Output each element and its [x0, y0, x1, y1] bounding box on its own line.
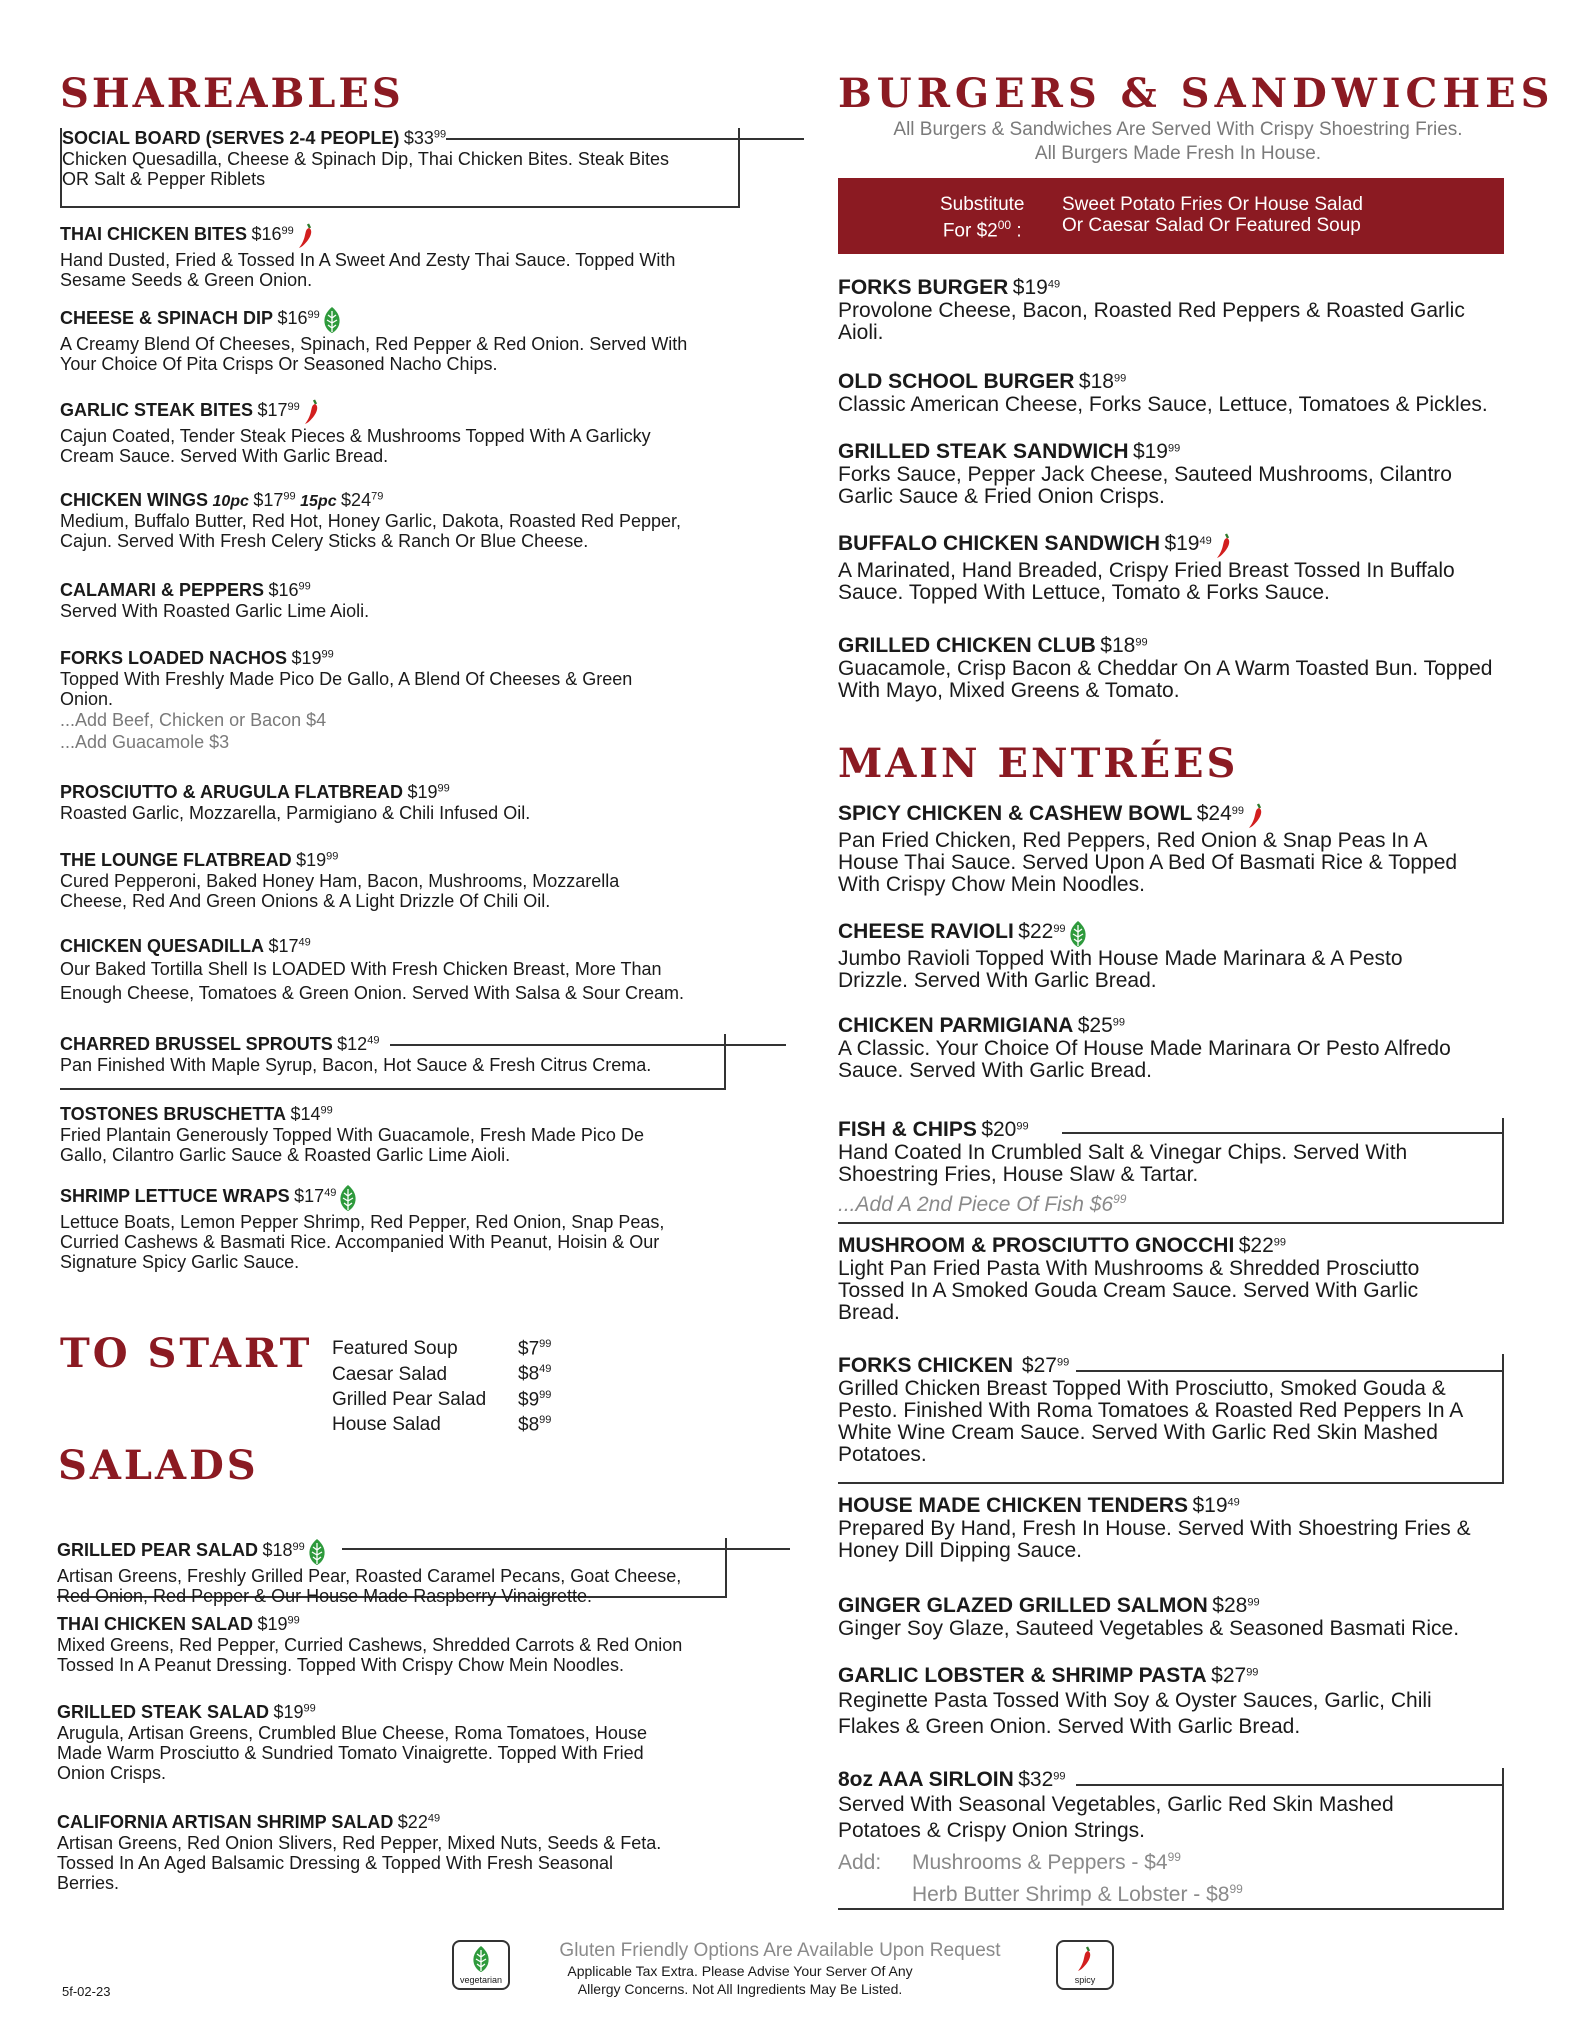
item-cents: 99 — [1246, 1666, 1259, 1679]
item-price: $19 — [296, 850, 327, 870]
item-price: $28 — [1212, 1594, 1248, 1617]
item-cents: 99 — [1273, 1236, 1287, 1249]
item-name: CHICKEN PARMIGIANA — [838, 1014, 1074, 1037]
item-name: THE LOUNGE FLATBREAD — [60, 850, 292, 870]
item-name: GRILLED CHICKEN CLUB — [838, 634, 1096, 657]
item-cents: 99 — [303, 1702, 316, 1715]
substitute-option: Sweet Potato Fries Or House Salad — [1062, 194, 1363, 215]
add-option-cents: 99 — [1167, 1850, 1181, 1864]
item-price: $17 — [294, 1186, 325, 1207]
menu-item-old-school-burger — [838, 370, 1488, 416]
spicy-icon — [302, 398, 322, 426]
item-price: $22 — [1018, 920, 1054, 944]
item-name: BUFFALO CHICKEN SANDWICH — [838, 532, 1160, 556]
substitute-options — [1062, 194, 1363, 236]
to-start-name: Featured Soup — [332, 1338, 458, 1360]
item-desc: Potatoes & Crispy Onion Strings. — [838, 1819, 1145, 1842]
item-desc: Onion. — [60, 689, 114, 709]
item-desc: Tossed In A Peanut Dressing. Topped With Crispy Chow Mein Noodles. — [57, 1655, 624, 1675]
item-desc: Fried Plantain Generously Topped With Guacamole, Fresh Made Pico De — [60, 1125, 644, 1145]
item-cents: 99 — [433, 128, 447, 141]
allergy-note: Allergy Concerns. Not All Ingredients May Be Listed. — [577, 1981, 903, 1997]
menu-item-loaded-nachos — [60, 648, 632, 753]
item-price: $22 — [397, 1812, 428, 1832]
to-start-price: $8 — [518, 1414, 540, 1436]
item-desc: Flakes & Green Onion. Served With Garlic Bread. — [838, 1715, 1301, 1738]
menu-item-shrimp-lettuce-wraps — [60, 1184, 664, 1272]
item-name: THAI CHICKEN SALAD — [57, 1614, 253, 1634]
substitute-cents: 00 — [997, 218, 1012, 232]
item-desc: Sesame Seeds & Green Onion. — [60, 270, 313, 290]
menu-item-buffalo-chicken-sandwich — [838, 532, 1455, 604]
to-start-row — [332, 1410, 551, 1435]
item-name: CHARRED BRUSSEL SPROUTS — [60, 1034, 333, 1054]
spicy-legend-label: spicy — [1074, 1975, 1096, 1985]
item-desc: Made Warm Prosciutto & Sundried Tomato Vinaigrette. Topped With Fried — [57, 1743, 644, 1763]
item-desc: Tossed In An Aged Balsamic Dressing & Topped With Fresh Seasonal — [57, 1853, 613, 1873]
menu-item-grilled-chicken-club — [838, 634, 1492, 702]
item-price: $25 — [1077, 1014, 1113, 1037]
item-cents: 49 — [1047, 278, 1061, 291]
item-extra-cents: 99 — [1113, 1192, 1127, 1206]
wing-size: 10pc — [212, 493, 249, 510]
substitute-label-line: For $2 — [942, 220, 998, 242]
spicy-icon — [1246, 802, 1266, 830]
item-desc: A Classic. Your Choice Of House Made Marinara Or Pesto Alfredo — [838, 1037, 1451, 1060]
menu-item-cheese-spinach-dip — [60, 306, 687, 374]
vegetarian-icon — [1068, 920, 1088, 948]
add-label: Add: — [838, 1851, 882, 1874]
menu-item-garlic-steak-bites — [60, 398, 651, 466]
item-extra: ...Add A 2nd Piece Of Fish $6 — [838, 1193, 1114, 1216]
item-cents: 49 — [367, 1034, 380, 1047]
item-cents: 49 — [1199, 534, 1212, 547]
item-cents: 99 — [307, 308, 320, 321]
item-desc: Our Baked Tortilla Shell Is LOADED With Fresh Chicken Breast, More Than — [60, 959, 662, 979]
item-cents: 99 — [287, 400, 300, 413]
item-price: $19 — [291, 648, 322, 668]
item-desc: Provolone Cheese, Bacon, Roasted Red Peppers & Roasted Garlic — [838, 299, 1465, 322]
menu-item-grilled-steak-sandwich — [838, 440, 1452, 508]
vegetarian-icon — [338, 1184, 358, 1212]
item-price: $24 — [341, 490, 372, 510]
item-desc: With Crispy Chow Mein Noodles. — [838, 873, 1145, 896]
item-price: $17 — [268, 936, 299, 956]
wing-size: 15pc — [300, 493, 337, 510]
item-price: $16 — [268, 580, 299, 600]
item-cents: 99 — [1135, 636, 1148, 649]
item-desc: Reginette Pasta Tossed With Soy & Oyster Sauces, Garlic, Chili — [838, 1689, 1432, 1712]
vegetarian-icon — [307, 1538, 327, 1566]
item-price: $32 — [1018, 1768, 1054, 1791]
item-name: HOUSE MADE CHICKEN TENDERS — [838, 1494, 1189, 1517]
item-name: GARLIC STEAK BITES — [60, 400, 254, 421]
item-desc: Hand Dusted, Fried & Tossed In A Sweet And Zesty Thai Sauce. Topped With — [60, 250, 676, 270]
item-cents: 99 — [281, 224, 294, 237]
item-name: 8oz AAA SIRLOIN — [838, 1768, 1014, 1791]
menu-item-chicken-parmigiana — [838, 1014, 1451, 1082]
item-desc: A Marinated, Hand Breaded, Crispy Fried Breast Tossed In Buffalo — [838, 559, 1455, 582]
item-desc: Arugula, Artisan Greens, Crumbled Blue Cheese, Roma Tomatoes, House — [57, 1723, 647, 1743]
item-name: SHRIMP LETTUCE WRAPS — [60, 1186, 290, 1207]
item-desc: OR Salt & Pepper Riblets — [62, 169, 266, 189]
substitute-label — [940, 194, 1025, 241]
menu-item-salmon — [838, 1594, 1459, 1640]
item-cents: 49 — [1227, 1496, 1240, 1509]
item-cents: 99 — [1113, 372, 1127, 385]
item-price: $18 — [1078, 370, 1114, 393]
menu-item-forks-chicken — [838, 1354, 1504, 1484]
gluten-note: Gluten Friendly Options Are Available Upon Request — [559, 1940, 1001, 1961]
item-desc: Potatoes. — [838, 1443, 927, 1466]
item-desc: Artisan Greens, Red Onion Slivers, Red Pepper, Mixed Nuts, Seeds & Feta. — [57, 1833, 662, 1853]
burgers-title: BURGERS & SANDWICHES — [838, 70, 1555, 117]
item-cents: 99 — [1247, 1596, 1260, 1609]
item-name: FISH & CHIPS — [838, 1118, 977, 1141]
shareables-title: SHAREABLES — [60, 70, 404, 117]
to-start-row — [332, 1334, 551, 1359]
substitute-option: Or Caesar Salad Or Featured Soup — [1062, 215, 1361, 236]
item-name: CHEESE & SPINACH DIP — [60, 308, 274, 329]
vegetarian-legend-label: vegetarian — [459, 1975, 503, 1985]
item-desc: Served With Seasonal Vegetables, Garlic Red Skin Mashed — [838, 1793, 1394, 1816]
footer-notes — [520, 1940, 1040, 1998]
item-desc: Cheese, Red And Green Onions & A Light Drizzle Of Chili Oil. — [60, 891, 551, 911]
to-start-row — [332, 1385, 551, 1410]
to-start-cents: 49 — [539, 1363, 552, 1376]
vegetarian-icon — [322, 306, 342, 334]
to-start-title: TO START — [60, 1330, 313, 1377]
item-desc: Signature Spicy Garlic Sauce. — [60, 1252, 300, 1272]
item-desc: Enough Cheese, Tomatoes & Green Onion. Served With Salsa & Sour Cream. — [60, 983, 684, 1003]
vegetarian-legend — [452, 1940, 510, 1990]
item-desc: Jumbo Ravioli Topped With House Made Marinara & A Pesto — [838, 947, 1403, 970]
vegetarian-icon — [471, 1945, 491, 1973]
menu-item-chicken-wings — [60, 490, 681, 551]
item-price: $18 — [262, 1540, 293, 1561]
item-name: CHICKEN WINGS — [60, 490, 208, 510]
item-name: OLD SCHOOL BURGER — [838, 370, 1075, 393]
item-price: $17 — [253, 490, 284, 510]
item-desc: Topped With Freshly Made Pico De Gallo, A Blend Of Cheeses & Green — [60, 669, 633, 689]
item-cents: 49 — [427, 1812, 441, 1825]
item-desc: Sauce. Topped With Lettuce, Tomato & Forks Sauce. — [838, 581, 1330, 604]
item-desc: Red Onion, Red Pepper & Our House Made Raspberry Vinaigrette. — [57, 1586, 592, 1606]
item-desc: Prepared By Hand, Fresh In House. Served With Shoestring Fries & — [838, 1517, 1471, 1540]
to-start-name: House Salad — [332, 1414, 441, 1436]
item-cents: 49 — [324, 1186, 337, 1199]
item-cents: 99 — [437, 782, 450, 795]
item-name: FORKS CHICKEN — [838, 1354, 1014, 1377]
item-cents: 99 — [326, 850, 339, 863]
item-desc: Ginger Soy Glaze, Sauteed Vegetables & Seasoned Basmati Rice. — [838, 1617, 1460, 1640]
item-price: $27 — [1211, 1664, 1247, 1687]
spicy-icon — [1075, 1945, 1095, 1973]
burgers-note — [838, 118, 1518, 166]
to-start-name: Caesar Salad — [332, 1363, 448, 1385]
item-cents: 99 — [1016, 1120, 1029, 1133]
menu-item-california-shrimp-salad — [57, 1812, 661, 1893]
menu-item-lounge-flatbread — [60, 850, 619, 911]
item-name: TOSTONES BRUSCHETTA — [60, 1104, 287, 1124]
item-price: $19 — [273, 1702, 304, 1722]
add-option: Herb Butter Shrimp & Lobster - $8 — [912, 1883, 1230, 1906]
menu-code: 5f-02-23 — [62, 1984, 111, 1999]
item-desc: Pan Finished With Maple Syrup, Bacon, Hot Sauce & Fresh Citrus Crema. — [60, 1055, 652, 1075]
item-name: GINGER GLAZED GRILLED SALMON — [838, 1594, 1208, 1617]
menu-item-grilled-pear-salad — [57, 1538, 727, 1606]
menu-item-calamari — [60, 580, 369, 621]
item-price: $14 — [290, 1104, 321, 1124]
item-desc: Aioli. — [838, 321, 884, 344]
menu-item-social-board — [60, 128, 740, 208]
item-name: MUSHROOM & PROSCIUTTO GNOCCHI — [838, 1234, 1235, 1257]
item-desc: A Creamy Blend Of Cheeses, Spinach, Red Pepper & Red Onion. Served With — [60, 334, 688, 354]
item-name: GRILLED STEAK SALAD — [57, 1702, 270, 1722]
item-name: CHEESE RAVIOLI — [838, 920, 1014, 944]
main-entrees-title: MAIN ENTRÉES — [838, 740, 1239, 787]
menu-item-tostones — [60, 1104, 644, 1165]
item-cents: 79 — [371, 490, 384, 503]
item-extra: ...Add Beef, Chicken or Bacon $4 — [60, 710, 327, 730]
item-name: GRILLED STEAK SANDWICH — [838, 440, 1129, 463]
item-price: $33 — [403, 128, 434, 148]
item-price: $19 — [1164, 532, 1200, 556]
item-cents: 99 — [1231, 804, 1245, 817]
item-price: $16 — [251, 224, 282, 245]
item-desc: Artisan Greens, Freshly Grilled Pear, Roasted Caramel Pecans, Goat Cheese, — [57, 1566, 682, 1586]
item-desc: Pan Fried Chicken, Red Peppers, Red Onion & Snap Peas In A — [838, 829, 1428, 852]
item-cents: 99 — [287, 1614, 300, 1627]
item-desc: Hand Coated In Crumbled Salt & Vinegar Chips. Served With — [838, 1141, 1408, 1164]
item-desc: Light Pan Fried Pasta With Mushrooms & Shredded Prosciutto — [838, 1257, 1420, 1280]
menu-item-sirloin — [838, 1768, 1504, 1910]
item-price: $24 — [1196, 802, 1232, 826]
item-price: $12 — [337, 1034, 368, 1054]
item-price: $22 — [1238, 1234, 1274, 1257]
item-price: $17 — [257, 400, 288, 421]
to-start-name: Grilled Pear Salad — [332, 1388, 487, 1410]
to-start-price: $8 — [518, 1363, 540, 1385]
item-desc: Shoestring Fries, House Slaw & Tartar. — [838, 1163, 1199, 1186]
item-desc: Your Choice Of Pita Crisps Or Seasoned Nacho Chips. — [60, 354, 498, 374]
item-price: $19 — [1132, 440, 1168, 463]
item-desc: Cream Sauce. Served With Garlic Bread. — [60, 446, 389, 466]
add-option: Mushrooms & Peppers - $4 — [912, 1851, 1168, 1874]
item-desc: Forks Sauce, Pepper Jack Cheese, Sauteed Mushrooms, Cilantro — [838, 463, 1452, 486]
to-start-price: $9 — [518, 1388, 540, 1410]
item-desc: With Mayo, Mixed Greens & Tomato. — [838, 679, 1180, 702]
item-name: CHICKEN QUESADILLA — [60, 936, 265, 956]
item-desc: Berries. — [57, 1873, 120, 1893]
salads-title: SALADS — [58, 1442, 259, 1489]
item-price: $18 — [1100, 634, 1136, 657]
item-desc: Lettuce Boats, Lemon Pepper Shrimp, Red Pepper, Red Onion, Snap Peas, — [60, 1212, 665, 1232]
menu-item-grilled-steak-salad — [57, 1702, 647, 1783]
item-extra: ...Add Guacamole $3 — [60, 732, 230, 752]
item-name: CALIFORNIA ARTISAN SHRIMP SALAD — [57, 1812, 394, 1832]
menu-item-chicken-quesadilla — [60, 936, 684, 1005]
item-cents: 99 — [1053, 922, 1066, 935]
item-name: PROSCIUTTO & ARUGULA FLATBREAD — [60, 782, 403, 802]
item-desc: White Wine Cream Sauce. Served With Garlic Red Skin Mashed — [838, 1421, 1438, 1444]
to-start-cents: 99 — [539, 1388, 552, 1401]
item-desc: Drizzle. Served With Garlic Bread. — [838, 969, 1157, 992]
burgers-note-line: All Burgers & Sandwiches Are Served With Crispy Shoestring Fries. — [893, 119, 1463, 140]
burgers-note-line: All Burgers Made Fresh In House. — [1034, 143, 1322, 164]
item-desc: Mixed Greens, Red Pepper, Curried Cashews, Shredded Carrots & Red Onion — [57, 1635, 683, 1655]
to-start-price: $7 — [518, 1338, 540, 1360]
to-start-cents: 99 — [539, 1338, 552, 1350]
item-cents: 99 — [292, 1540, 305, 1553]
item-desc: Honey Dill Dipping Sauce. — [838, 1539, 1082, 1562]
substitute-banner — [838, 178, 1504, 254]
item-desc: Grilled Chicken Breast Topped With Prosciutto, Smoked Gouda & — [838, 1377, 1446, 1400]
item-cents: 49 — [298, 936, 311, 949]
spicy-legend — [1056, 1940, 1114, 1990]
item-price: $27 — [1021, 1354, 1057, 1377]
item-cents: 99 — [283, 490, 296, 503]
item-price: $19 — [1012, 276, 1048, 299]
item-cents: 99 — [1056, 1356, 1070, 1369]
item-cents: 99 — [320, 1104, 333, 1117]
item-name: GRILLED PEAR SALAD — [57, 1540, 259, 1561]
item-cents: 99 — [1053, 1770, 1066, 1783]
to-start-row — [332, 1359, 551, 1384]
item-desc: Roasted Garlic, Mozzarella, Parmigiano & Chili Infused Oil. — [60, 803, 531, 823]
item-cents: 99 — [298, 580, 311, 593]
item-name: SOCIAL BOARD (SERVES 2-4 PEOPLE) — [62, 128, 400, 148]
item-desc: Sauce. Served With Garlic Bread. — [838, 1059, 1152, 1082]
item-cents: 99 — [1112, 1016, 1126, 1029]
menu-item-chicken-tenders — [838, 1494, 1471, 1562]
menu-item-brussel-sprouts — [60, 1034, 726, 1090]
to-start-list — [332, 1334, 551, 1435]
item-cents: 99 — [321, 648, 334, 661]
item-desc: House Thai Sauce. Served Upon A Bed Of Basmati Rice & Topped — [838, 851, 1458, 874]
substitute-colon: : — [1011, 220, 1022, 242]
menu-item-fish-chips — [838, 1118, 1504, 1224]
item-desc: Classic American Cheese, Forks Sauce, Lettuce, Tomatoes & Pickles. — [838, 393, 1488, 416]
item-desc: Gallo, Cilantro Garlic Sauce & Roasted Garlic Lime Aioli. — [60, 1145, 511, 1165]
item-price: $19 — [407, 782, 438, 802]
substitute-label-line: Substitute — [940, 194, 1025, 215]
tax-note: Applicable Tax Extra. Please Advise Your Server Of Any — [567, 1963, 913, 1979]
menu-item-thai-chicken-salad — [57, 1614, 682, 1675]
menu-item-forks-burger — [838, 276, 1465, 344]
item-name: GARLIC LOBSTER & SHRIMP PASTA — [838, 1664, 1207, 1687]
menu-item-lobster-pasta — [838, 1664, 1432, 1740]
item-desc: Bread. — [838, 1301, 900, 1324]
item-desc: Cured Pepperoni, Baked Honey Ham, Bacon, Mushrooms, Mozzarella — [60, 871, 620, 891]
spicy-icon — [296, 222, 316, 250]
item-desc: Garlic Sauce & Fried Onion Crisps. — [838, 485, 1165, 508]
item-desc: Pesto. Finished With Roma Tomatoes & Roasted Red Peppers In A — [838, 1399, 1464, 1422]
item-price: $19 — [257, 1614, 288, 1634]
item-price: $16 — [277, 308, 308, 329]
to-start-cents: 99 — [539, 1413, 552, 1426]
item-desc: Guacamole, Crisp Bacon & Cheddar On A Warm Toasted Bun. Topped — [838, 657, 1493, 680]
menu-item-thai-chicken-bites — [60, 222, 675, 290]
item-price: $20 — [981, 1118, 1017, 1141]
item-name: SPICY CHICKEN & CASHEW BOWL — [838, 802, 1193, 826]
item-desc: Curried Cashews & Basmati Rice. Accompanied With Peanut, Hoisin & Our — [60, 1232, 660, 1252]
add-option-cents: 99 — [1229, 1882, 1243, 1896]
item-desc: Tossed In A Smoked Gouda Cream Sauce. Served With Garlic — [838, 1279, 1419, 1302]
menu-item-gnocchi — [838, 1234, 1419, 1324]
item-price: $19 — [1192, 1494, 1228, 1517]
menu-item-cheese-ravioli — [838, 920, 1403, 992]
item-name: FORKS LOADED NACHOS — [60, 648, 288, 668]
item-name: FORKS BURGER — [838, 276, 1009, 299]
menu-item-prosciutto-flatbread — [60, 782, 530, 823]
item-name: THAI CHICKEN BITES — [60, 224, 248, 245]
item-desc: Cajun. Served With Fresh Celery Sticks & Ranch Or Blue Cheese. — [60, 531, 589, 551]
item-desc: Served With Roasted Garlic Lime Aioli. — [60, 601, 370, 621]
item-name: CALAMARI & PEPPERS — [60, 580, 265, 600]
item-desc: Chicken Quesadilla, Cheese & Spinach Dip, Thai Chicken Bites. Steak Bites — [62, 149, 669, 169]
item-desc: Cajun Coated, Tender Steak Pieces & Mushrooms Topped With A Garlicky — [60, 426, 651, 446]
menu-item-spicy-chicken-bowl — [838, 802, 1457, 896]
item-desc: Medium, Buffalo Butter, Red Hot, Honey Garlic, Dakota, Roasted Red Pepper, — [60, 511, 681, 531]
spicy-icon — [1214, 532, 1234, 560]
item-desc: Onion Crisps. — [57, 1763, 167, 1783]
item-cents: 99 — [1168, 442, 1181, 455]
